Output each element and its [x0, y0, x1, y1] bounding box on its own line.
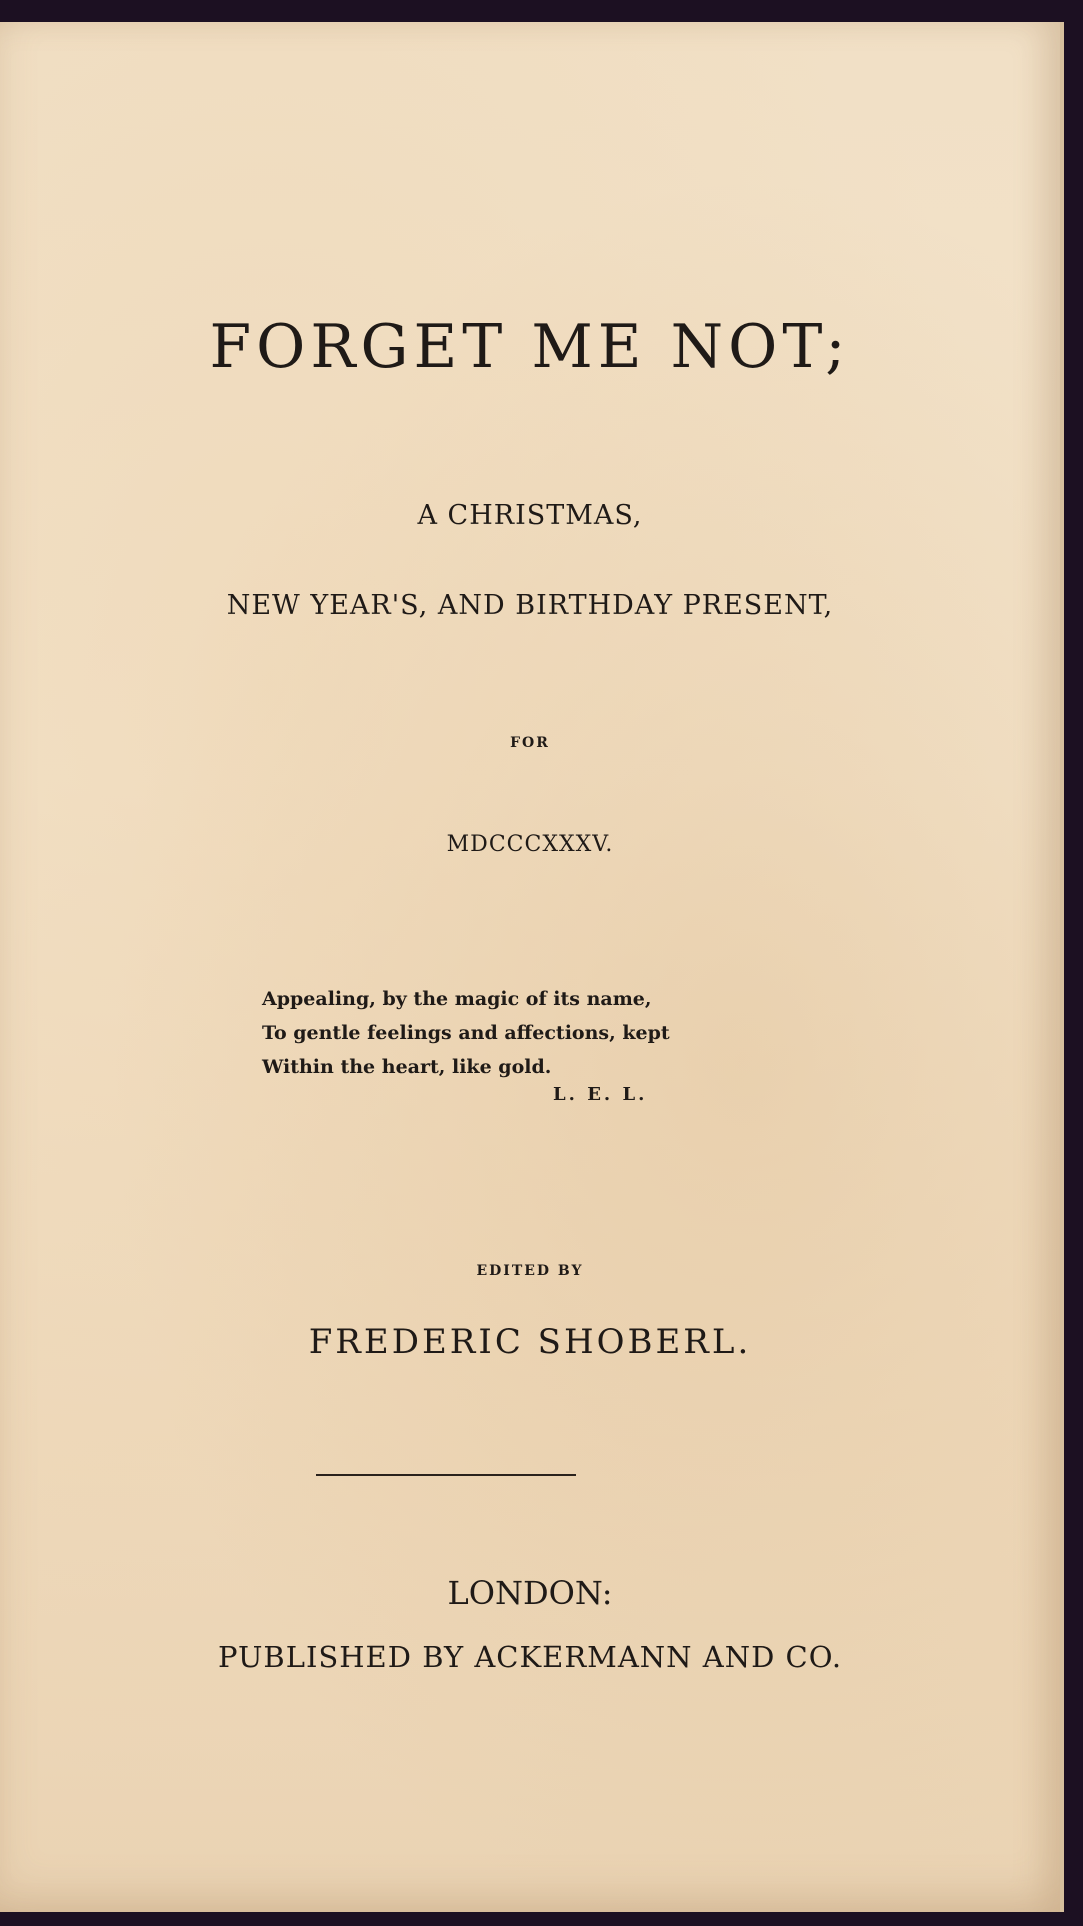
publisher: PUBLISHED BY ACKERMANN AND CO. — [217, 1640, 843, 1674]
edited-by-label: EDITED BY — [476, 1263, 584, 1279]
book-title: FORGET ME NOT; — [209, 312, 851, 382]
epigraph-attribution: L. E. L. — [553, 1084, 648, 1105]
divider-rule — [316, 1474, 576, 1476]
epigraph-line: Appealing, by the magic of its name, — [262, 988, 652, 1010]
epigraph-line: Within the heart, like gold. — [262, 1056, 552, 1078]
publication-city: LONDON: — [447, 1574, 613, 1612]
editor-name: FREDERIC SHOBERL. — [308, 1322, 752, 1362]
subtitle-line-1: A CHRISTMAS, — [417, 500, 643, 531]
epigraph-line: To gentle feelings and affections, kept — [262, 1022, 670, 1044]
for-label: FOR — [510, 735, 550, 751]
epigraph — [262, 982, 682, 1084]
book-page — [0, 22, 1064, 1912]
publication-year: MDCCCXXXV. — [446, 832, 614, 857]
subtitle-line-2: NEW YEAR'S, AND BIRTHDAY PRESENT, — [226, 590, 834, 621]
